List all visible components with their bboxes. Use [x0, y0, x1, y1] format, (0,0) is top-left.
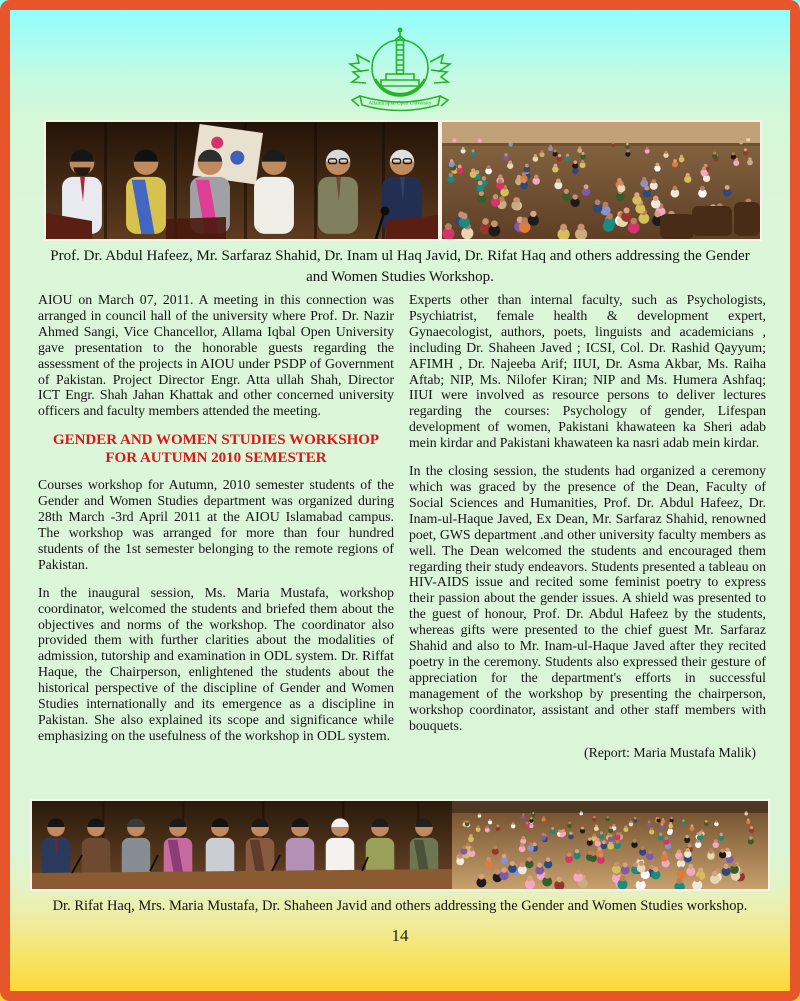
paragraph: AIOU on March 07, 2011. A meeting in this connection was arranged in council hall of the university where Prof. Dr. Nazir Ahmed Sangi, Vice Chancellor, Allama Iqbal Open University gave presentation to the honorable guests regarding the assessment of the projects in AIOU under PSDP of Government of Pakistan. Project Director Engr. Atta ullah Shah, Director ICT Engr. Shah Jahan Khattak and other concerned university officers and faculty members attended the meeting. [38, 292, 394, 419]
heading-line-2: FOR AUTUMN 2010 SEMESTER [105, 450, 327, 467]
paragraph: In the closing session, the students had organized a ceremony which was graced by the presence of the Dean, Faculty of Social Sciences and Humanities, Prof. Dr. Abdul Hafeez, Dr. Inam-ul-Haque Javed, Ex Dean, Mr. Sarfaraz Shahid, renowned poet, GWS department .and other university faculty members as well. The Dean welcomed the students and encouraged them regarding their study endeavors. Students presented a tableau on HIV-AIDS issue and recited some feminist poetry to express their passion about the gender issues. A shield was presented to the guest of honour, Prof. Dr. Abdul Hafeez by the students, whereas gifts were presented to the chief guest Mr. Sarfaraz Shahid and also to Mr. Inam-ul-Haque Javed after they recited poetry in the ceremony. Students also expressed their gesture of appreciation for the department's efforts in successful management of the workshop by presenting the chairperson, workshop coordinator, assistant and other staff members with bouquets. [409, 463, 766, 733]
bottom-photo-caption: Dr. Rifat Haq, Mrs. Maria Mustafa, Dr. Shaheen Javid and others addressing the Gender and Women Studies workshop. [52, 898, 748, 914]
top-photo-strip [44, 120, 758, 241]
article-right-column [409, 292, 766, 761]
paragraph: In the inaugural session, Ms. Maria Mustafa, workshop coordinator, welcomed the students and briefed them about the objectives and norms of the workshop. The coordinator also provided them with further clarities about the modalities of admission, tutorship and examination in ODL system. Dr. Riffat Haque, the Chairperson, enlightened the students about the historical perspective of the discipline of Gender and Women Studies internationally and its emergence as a discipline in Pakistan. She also explained its scope and significance while emphasizing on the usefulness of the workshop in ODL system. [38, 584, 394, 743]
paragraph: Courses workshop for Autumn, 2010 semester students of the Gender and Women Studies department was organized during 28th March -3rd April 2011 at the AIOU Islamabad campus. The workshop was arranged for more than four hundred students of the 1st semester belonging to the remote regions of Pakistan. [38, 477, 394, 572]
aiou-logo-icon [340, 24, 460, 118]
top-left-photo-speakers [44, 120, 440, 241]
top-photo-caption: Prof. Dr. Abdul Hafeez, Mr. Sarfaraz Shahid, Dr. Inam ul Haq Javid, Dr. Rifat Haq and others addressing the Gender and Women Studies Workshop. [50, 248, 750, 285]
section-heading [38, 431, 394, 467]
article-left-column [38, 292, 394, 756]
heading-line-1: GENDER AND WOMEN STUDIES WORKSHOP [52, 432, 380, 449]
bottom-photo-strip [30, 799, 770, 891]
report-credit: (Report: Maria Mustafa Malik) [583, 745, 756, 761]
logo-banner-text: Allama Iqbal Open University [368, 100, 432, 107]
page-number: 14 [391, 926, 409, 945]
top-right-photo-audience [440, 120, 762, 241]
paragraph: Experts other than internal faculty, such as Psychologists, Psychiatrist, female health & development expert, Gynaecologist, authors, poets, linguists and academicians , including Dr. Shaheen Javed ; ICSI, Col. Dr. Rashid Qayyum; AFIMH , Dr. Najeeba Arif; IIUI, Dr. Asma Akbar, Ms. Raiha Aftab; NIP, Ms. Nilofer Kiran; NIP and Ms. Humera Ashfaq; IIUI were involved as resource persons to deliver lectures regarding the courses: Psychology of gender, Lifespan development of women, Pakistani khawateen ka Sheri adab mein kirdar and Pakistani khawateen ka nasri adab mein kirdar. [409, 292, 766, 451]
